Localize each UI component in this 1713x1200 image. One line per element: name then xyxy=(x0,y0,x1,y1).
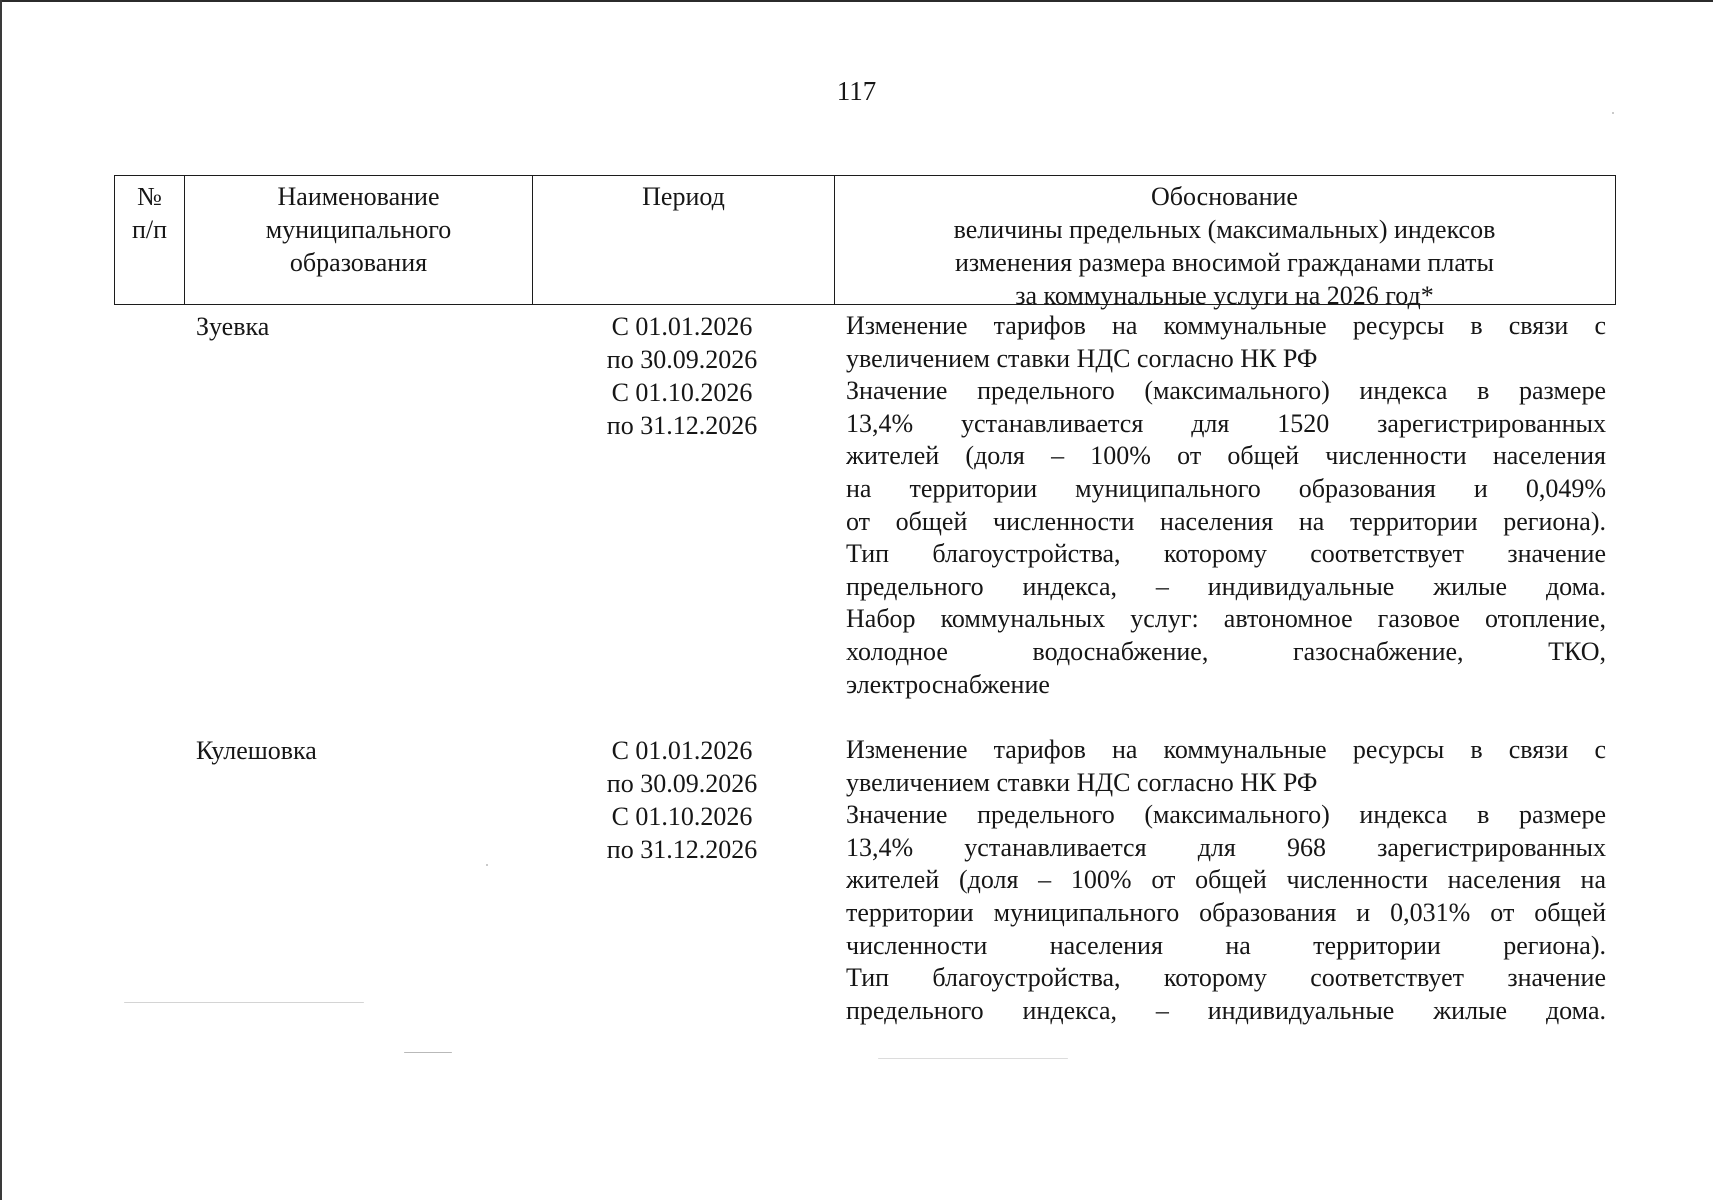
period-line: по 31.12.2026 xyxy=(606,835,758,864)
header-line: Период xyxy=(642,182,725,211)
text-line: Тип благоустройства, которому соответствует значение xyxy=(846,963,1606,993)
scan-speck xyxy=(1612,112,1614,114)
header-line: Наименование xyxy=(277,182,440,211)
header-line: п/п xyxy=(131,215,168,244)
text-line: холодное водоснабжение, газоснабжение, ТКО, xyxy=(846,636,1606,666)
scan-edge-left xyxy=(0,0,2,1200)
period-line: С 01.10.2026 xyxy=(611,802,753,831)
header-col-name xyxy=(185,176,533,304)
row-basis-text xyxy=(846,734,1606,1027)
text-line: Значение предельного (максимального) индекса в размере xyxy=(846,376,1606,406)
period-line: по 30.09.2026 xyxy=(606,769,758,798)
header-line: № xyxy=(137,182,162,211)
period-line: С 01.01.2026 xyxy=(611,736,753,765)
text-line: Значение предельного (максимального) индекса в размере xyxy=(846,800,1606,830)
text-line: электроснабжение xyxy=(846,669,1050,699)
header-line: за коммунальные услуги на 2026 год* xyxy=(1015,281,1434,310)
header-col-period xyxy=(533,176,835,304)
scan-edge-top xyxy=(0,0,1713,2)
text-line: Изменение тарифов на коммунальные ресурсы в связи с xyxy=(846,311,1606,340)
row-municipality-name: Зуевка xyxy=(196,312,270,341)
header-line: Обоснование xyxy=(1151,182,1298,211)
scan-speck xyxy=(124,1002,364,1003)
header-line: образования xyxy=(289,248,428,277)
text-line: Набор коммунальных услуг: автономное газовое отопление, xyxy=(846,604,1606,634)
row-municipality-name: Кулешовка xyxy=(196,736,317,765)
scan-speck xyxy=(878,1058,1068,1059)
text-line: предельного индекса, – индивидуальные жилые дома. xyxy=(846,571,1606,601)
text-line: 13,4% устанавливается для 1520 зарегистрированных xyxy=(846,408,1606,438)
row-basis-text xyxy=(846,310,1606,701)
header-col-number xyxy=(115,176,185,304)
scan-speck xyxy=(404,1052,452,1053)
text-line: увеличением ставки НДС согласно НК РФ xyxy=(846,343,1318,373)
period-line: С 01.01.2026 xyxy=(611,312,753,341)
table-header xyxy=(114,175,1616,310)
header-line: изменения размера вносимой гражданами платы xyxy=(954,248,1495,277)
row-period xyxy=(582,734,782,866)
text-line: численности населения на территории региона). xyxy=(846,930,1606,960)
row-period xyxy=(582,310,782,442)
text-line: территории муниципального образования и 0,031% от общей xyxy=(846,897,1606,927)
period-line: С 01.10.2026 xyxy=(611,378,753,407)
text-line: 13,4% устанавливается для 968 зарегистрированных xyxy=(846,832,1606,862)
period-line: по 31.12.2026 xyxy=(606,411,758,440)
header-line: муниципального xyxy=(265,215,452,244)
text-line: Изменение тарифов на коммунальные ресурсы в связи с xyxy=(846,735,1606,764)
text-line: Тип благоустройства, которому соответствует значение xyxy=(846,539,1606,569)
text-line: увеличением ставки НДС согласно НК РФ xyxy=(846,767,1318,797)
header-line: величины предельных (максимальных) индексов xyxy=(953,215,1496,244)
page-number: 117 xyxy=(836,76,877,106)
text-line: от общей численности населения на территории региона). xyxy=(846,506,1606,536)
text-line: на территории муниципального образования и 0,049% xyxy=(846,473,1606,503)
period-line: по 30.09.2026 xyxy=(606,345,758,374)
text-line: жителей (доля – 100% от общей численности населения на xyxy=(846,865,1606,895)
header-col-basis xyxy=(835,176,1614,310)
scan-speck xyxy=(486,864,488,866)
text-line: предельного индекса, – индивидуальные жилые дома. xyxy=(846,995,1606,1025)
text-line: жителей (доля – 100% от общей численности населения xyxy=(846,441,1606,471)
